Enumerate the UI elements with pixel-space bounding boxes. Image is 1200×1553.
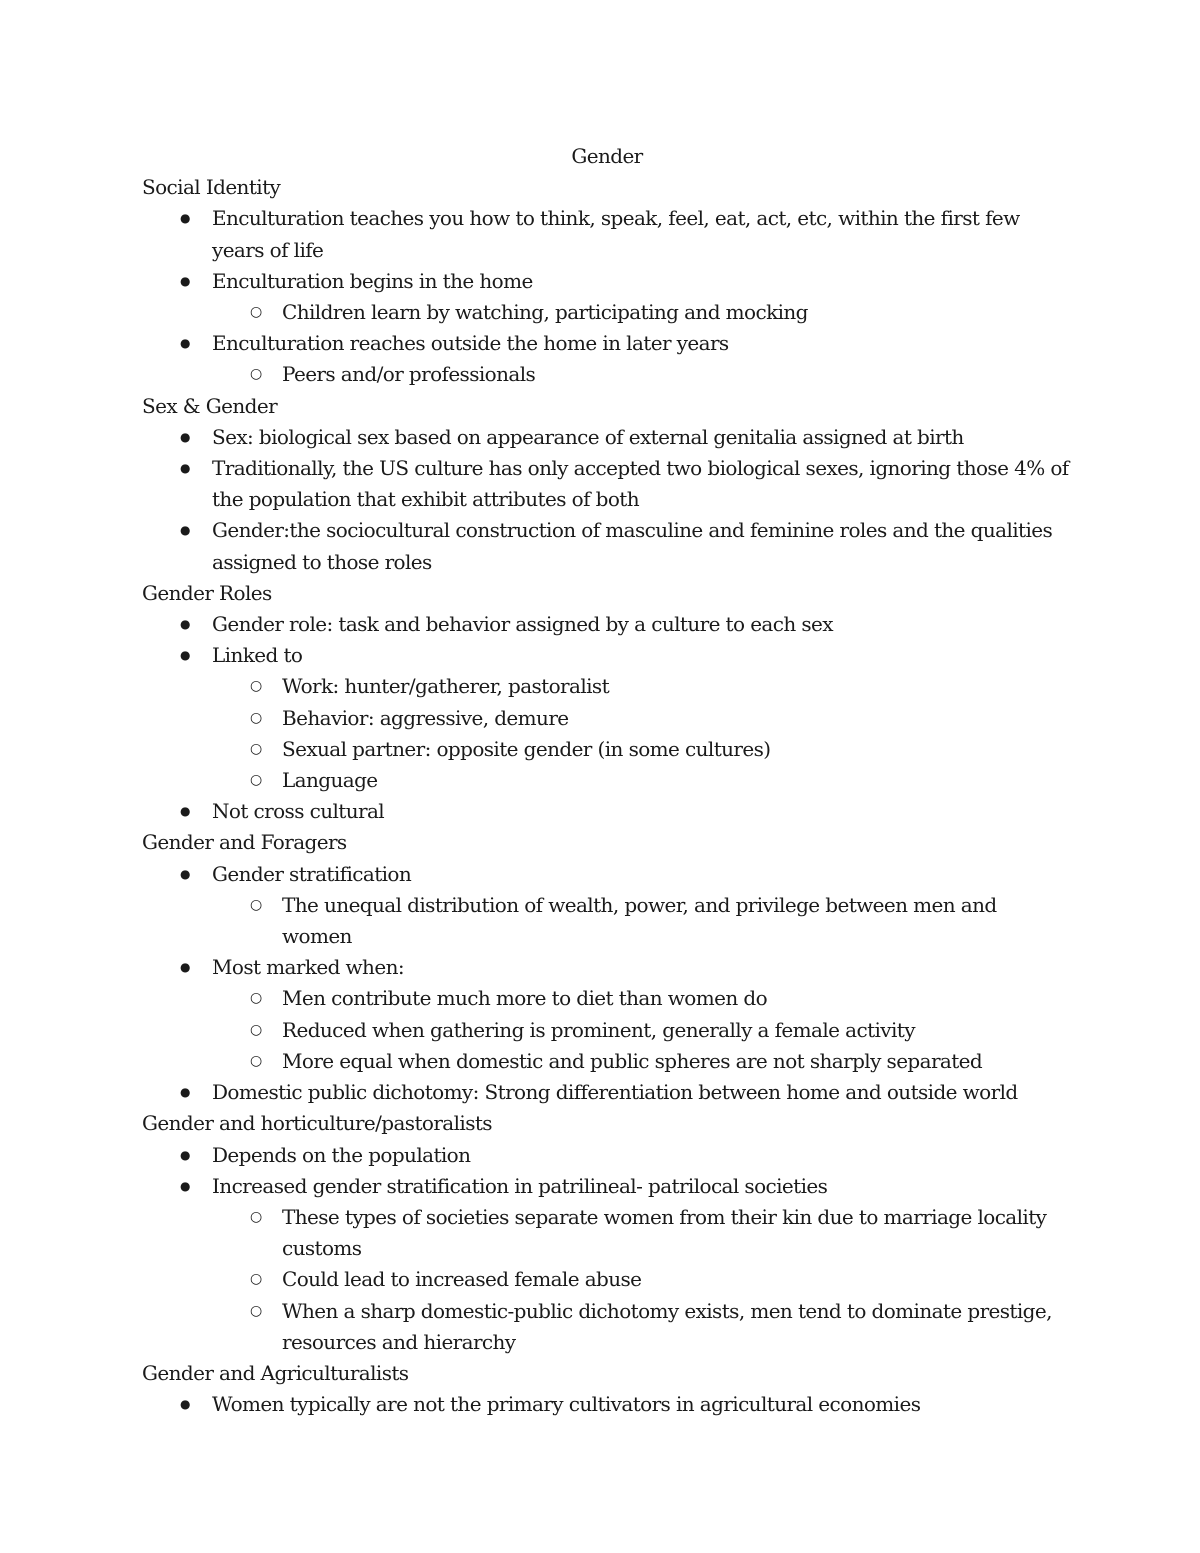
filled-bullet-icon: ● (180, 617, 190, 632)
list-item-text: Increased gender stratification in patrilineal- patrilocal societies (212, 1173, 828, 1198)
list-item (142, 1140, 1072, 1171)
filled-bullet-icon: ● (180, 1085, 190, 1100)
sub-list-item-text: The unequal distribution of wealth, power, and privilege between men and women (282, 892, 997, 949)
sub-list-item (142, 890, 1072, 952)
filled-bullet-icon: ● (180, 866, 190, 881)
list-item-text: Gender stratification (212, 861, 412, 886)
hollow-bullet-icon: ○ (250, 1271, 262, 1288)
bullet-list (142, 1140, 1072, 1358)
filled-bullet-icon: ● (180, 211, 190, 226)
list-item-text: Enculturation begins in the home (212, 268, 533, 293)
list-item-text: Sex: biological sex based on appearance of external genitalia assigned at birth (212, 424, 964, 449)
sub-list-item (142, 765, 1072, 796)
sub-list-item (142, 1296, 1072, 1358)
section-heading: Gender and Foragers (142, 830, 347, 855)
section-sex-and-gender (142, 391, 1072, 578)
sub-list-item-text: When a sharp domestic-public dichotomy exists, men tend to dominate prestige, resources and hierarchy (282, 1298, 1052, 1354)
section-heading: Sex & Gender (142, 393, 278, 418)
hollow-bullet-icon: ○ (250, 1302, 262, 1319)
section-gender-and-agriculturalists (142, 1358, 1072, 1420)
list-item-text: Enculturation teaches you how to think, speak, feel, eat, act, etc, within the first few years of life (212, 206, 1020, 262)
sub-list-item (142, 359, 1072, 390)
sub-list-item-text: These types of societies separate women from their kin due to marriage locality customs (282, 1204, 1047, 1261)
list-item-text: Linked to (212, 643, 303, 668)
filled-bullet-icon: ● (180, 1397, 190, 1412)
list-item (142, 952, 1072, 983)
filled-bullet-icon: ● (180, 461, 190, 476)
section-heading: Social Identity (142, 175, 281, 200)
list-item (142, 1077, 1072, 1108)
sub-list-item-text: Could lead to increased female abuse (282, 1267, 642, 1292)
list-item (142, 453, 1072, 515)
sub-list-item (142, 1264, 1072, 1295)
sub-list-item-text: Behavior: aggressive, demure (282, 705, 569, 730)
sub-list-item (142, 734, 1072, 765)
sub-list-item-text: More equal when domestic and public spheres are not sharply separated (282, 1048, 983, 1073)
section-heading: Gender and Agriculturalists (142, 1360, 409, 1385)
filled-bullet-icon: ● (180, 336, 190, 351)
section-gender-and-horticulture-pastoralists (142, 1108, 1072, 1358)
sub-list-item-text: Sexual partner: opposite gender (in some cultures) (282, 736, 771, 761)
list-item-text: Women typically are not the primary cultivators in agricultural economies (212, 1392, 921, 1417)
list-item (142, 1389, 1072, 1420)
hollow-bullet-icon: ○ (250, 366, 262, 383)
filled-bullet-icon: ● (180, 429, 190, 444)
list-item-text: Enculturation reaches outside the home in later years (212, 331, 729, 356)
list-item-text: Most marked when: (212, 955, 404, 980)
list-item (142, 422, 1072, 453)
bullet-list (142, 422, 1072, 578)
list-item (142, 796, 1072, 827)
filled-bullet-icon: ● (180, 648, 190, 663)
list-item-text: Gender:the sociocultural construction of masculine and feminine roles and the qualities assigned to those roles (212, 518, 1053, 574)
section-heading: Gender and horticulture/pastoralists (142, 1111, 492, 1136)
list-item (142, 859, 1072, 890)
bullet-list (142, 1389, 1072, 1420)
section-gender-roles (142, 578, 1072, 828)
list-item-text: Gender role: task and behavior assigned by a culture to each sex (212, 612, 833, 637)
sub-list-item (142, 297, 1072, 328)
sub-list-item (142, 983, 1072, 1014)
sub-list-item-text: Language (282, 768, 378, 793)
filled-bullet-icon: ● (180, 273, 190, 288)
bullet-list (142, 203, 1072, 390)
hollow-bullet-icon: ○ (250, 304, 262, 321)
list-item (142, 640, 1072, 671)
bullet-list (142, 609, 1072, 827)
section-heading: Gender Roles (142, 580, 272, 605)
section-social-identity (142, 172, 1072, 390)
hollow-bullet-icon: ○ (250, 772, 262, 789)
list-item (142, 609, 1072, 640)
bullet-list (142, 859, 1072, 1109)
sub-list-item (142, 1015, 1072, 1046)
hollow-bullet-icon: ○ (250, 896, 262, 913)
sub-list-item (142, 1202, 1072, 1264)
sub-list-item-text: Men contribute much more to diet than women do (282, 986, 768, 1011)
hollow-bullet-icon: ○ (250, 1021, 262, 1038)
list-item-text: Traditionally, the US culture has only accepted two biological sexes, ignoring those 4% of the population that exhibit attributes of both (212, 456, 1069, 512)
sub-list-item (142, 1046, 1072, 1077)
hollow-bullet-icon: ○ (250, 1052, 262, 1069)
list-item-text: Depends on the population (212, 1142, 471, 1167)
filled-bullet-icon: ● (180, 804, 190, 819)
hollow-bullet-icon: ○ (250, 1208, 262, 1225)
list-item (142, 266, 1072, 297)
filled-bullet-icon: ● (180, 960, 190, 975)
list-item-text: Not cross cultural (212, 799, 385, 824)
sub-list-item-text: Children learn by watching, participating and mocking (282, 300, 808, 325)
list-item (142, 328, 1072, 359)
hollow-bullet-icon: ○ (250, 709, 262, 726)
list-item-text: Domestic public dichotomy: Strong differentiation between home and outside world (212, 1080, 1018, 1105)
hollow-bullet-icon: ○ (250, 990, 262, 1007)
filled-bullet-icon: ● (180, 1178, 190, 1193)
document-page (142, 141, 1072, 1420)
hollow-bullet-icon: ○ (250, 678, 262, 695)
list-item (142, 515, 1072, 577)
document-title: Gender (571, 144, 643, 168)
hollow-bullet-icon: ○ (250, 740, 262, 757)
sub-list-item (142, 703, 1072, 734)
filled-bullet-icon: ● (180, 523, 190, 538)
list-item (142, 1171, 1072, 1202)
list-item (142, 203, 1072, 265)
sub-list-item-text: Work: hunter/gatherer, pastoralist (282, 674, 610, 699)
sub-list-item-text: Reduced when gathering is prominent, generally a female activity (282, 1017, 915, 1042)
filled-bullet-icon: ● (180, 1147, 190, 1162)
sub-list-item (142, 671, 1072, 702)
section-gender-and-foragers (142, 827, 1072, 1108)
sub-list-item-text: Peers and/or professionals (282, 362, 536, 387)
